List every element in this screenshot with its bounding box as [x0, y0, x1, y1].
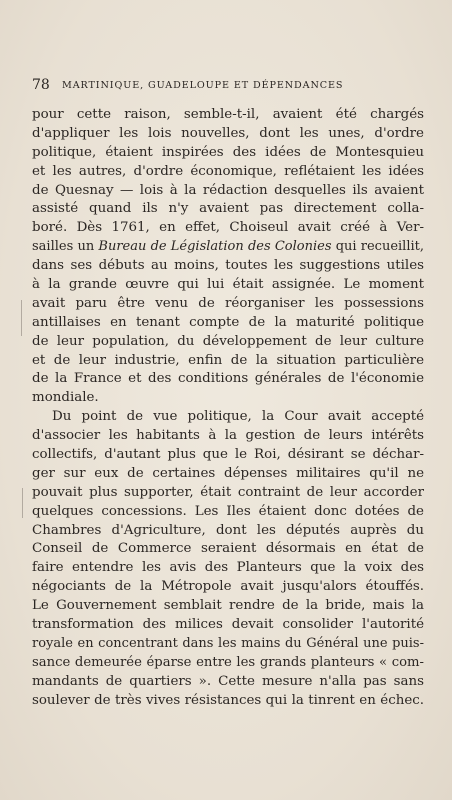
text-line: antillaises en tenant compte de la maturité politique — [32, 314, 424, 330]
text-line: Du point de vue politique, la Cour avait accepté — [52, 409, 424, 425]
running-title: MARTINIQUE, GUADELOUPE ET DÉPENDANCES — [62, 80, 344, 91]
text-line: boré. Dès 1761, en effet, Choiseul avait créé à Ver- — [32, 220, 424, 236]
text-line: mondiale. — [32, 390, 99, 406]
page-header — [32, 76, 422, 94]
margin-pencil-mark — [21, 300, 22, 336]
text-line: Chambres d'Agriculture, dont les députés auprès du — [32, 522, 424, 538]
text-line: dans ses débuts au moins, toutes les suggestions utiles — [32, 258, 424, 274]
page-number: 78 — [32, 77, 50, 93]
margin-pencil-mark — [22, 488, 23, 518]
text-line: royale en concentrant dans les mains du Général une puis- — [32, 635, 424, 651]
text-line-with-italic — [32, 238, 424, 257]
text-segment: qui recueillit, — [331, 239, 424, 255]
text-line: quelques concessions. Les Iles étaient donc dotées de — [32, 503, 424, 519]
paragraph-1 — [32, 106, 424, 408]
text-line: d'appliquer les lois nouvelles, dont les unes, d'ordre — [32, 125, 424, 141]
text-line: à la grande œuvre qui lui était assignée. Le moment — [32, 277, 424, 293]
text-line: de Quesnay — lois à la rédaction desquelles ils avaient — [32, 182, 424, 198]
paragraph-2 — [32, 408, 424, 710]
text-line: ger sur eux de certaines dépenses militaires qu'il ne — [32, 465, 424, 481]
text-line: collectifs, d'autant plus que le Roi, désirant se déchar- — [32, 447, 424, 463]
text-line: avait paru être venu de réorganiser les possessions — [32, 295, 424, 311]
text-line: assisté quand ils n'y avaient pas directement colla- — [32, 201, 424, 217]
text-line: de leur population, du développement de leur culture — [32, 333, 424, 349]
text-line: pouvait plus supporter, était contraint de leur accorder — [32, 484, 424, 500]
text-line: Conseil de Commerce seraient désormais en état de — [32, 541, 424, 557]
text-line: mandants de quartiers ». Cette mesure n'alla pas sans — [32, 673, 424, 689]
body-text — [32, 106, 424, 711]
text-line: sance demeurée éparse entre les grands planteurs « com- — [32, 654, 424, 670]
text-line: et les autres, d'ordre économique, reflétaient les idées — [32, 163, 424, 179]
text-line: faire entendre les avis des Planteurs que la voix des — [32, 560, 424, 576]
text-line: Le Gouvernement semblait rendre de la bride, mais la — [32, 598, 424, 614]
text-line: de la France et des conditions générales de l'économie — [32, 371, 424, 387]
text-line: et de leur industrie, enfin de la situation particulière — [32, 352, 424, 368]
text-line: négociants de la Métropole avait jusqu'alors étouffés. — [32, 579, 424, 595]
italic-title: Bureau de Législation des Colonies — [98, 239, 332, 255]
text-line: politique, étaient inspirées des idées de Montesquieu — [32, 144, 424, 160]
text-line: soulever de très vives résistances qui la tinrent en échec. — [32, 692, 424, 708]
text-segment: sailles un — [32, 239, 99, 255]
text-line: d'associer les habitants à la gestion de leurs intérêts — [32, 428, 424, 444]
text-line: pour cette raison, semble-t-il, avaient été chargés — [32, 107, 424, 122]
text-line: transformation des milices devait consolider l'autorité — [32, 617, 424, 633]
